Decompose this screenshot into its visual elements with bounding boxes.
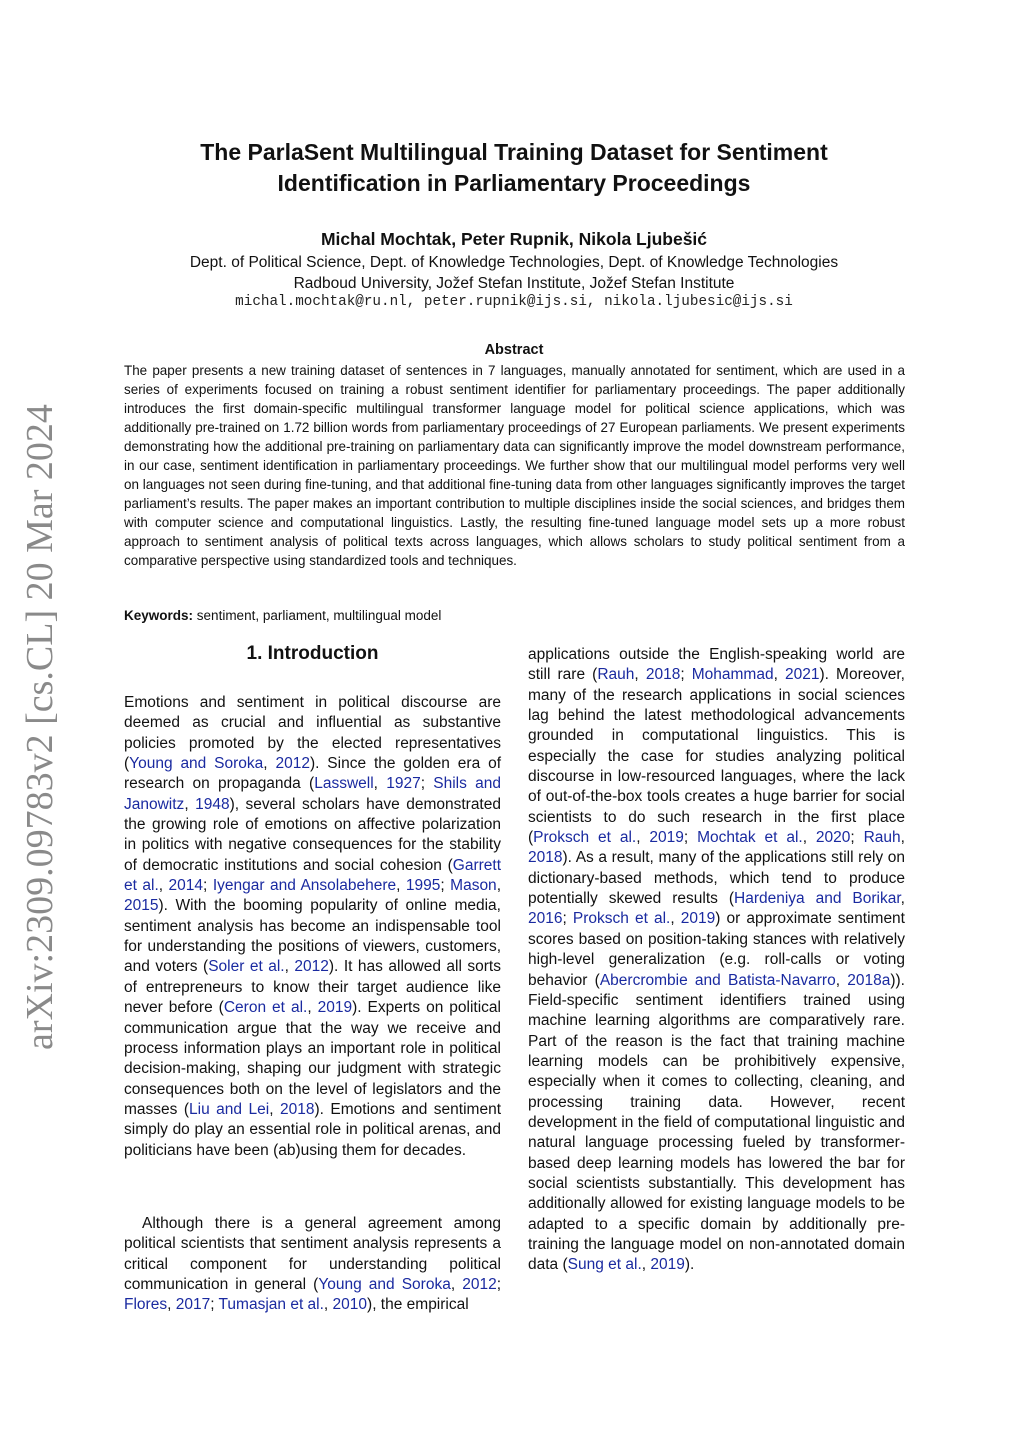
- paragraph-text-run: ,: [802, 829, 816, 847]
- keywords: [124, 608, 905, 623]
- citation-link[interactable]: 1948: [195, 795, 230, 813]
- citation-link[interactable]: Lasswell: [314, 775, 374, 793]
- citation-link[interactable]: Young and Soroka: [318, 1276, 451, 1294]
- keywords-value: sentiment, parliament, multilingual model: [196, 608, 442, 623]
- paper-title: [124, 137, 904, 199]
- citation-link[interactable]: 2015: [124, 897, 159, 915]
- affiliation-line-1: Dept. of Political Science, Dept. of Knowledge Technologies, Dept. of Knowledge Technologies: [189, 254, 839, 271]
- citation-link[interactable]: Mohammad: [691, 666, 774, 684]
- paragraph-text-run: ;: [680, 666, 692, 684]
- paragraph-text-run: ,: [184, 795, 196, 813]
- citation-link[interactable]: 2012: [294, 958, 329, 976]
- arxiv-identifier-stamp: arXiv:2309.09783v2 [cs.CL] 20 Mar 2024: [19, 404, 61, 1050]
- citation-link[interactable]: Soler et al.: [208, 958, 285, 976]
- citation-link[interactable]: 2010: [332, 1296, 368, 1314]
- paragraph-text-run: ). As a result, many of the applications still rely on dictionary-based methods, which tend to produce potentially skewed results (: [528, 849, 905, 908]
- paragraph-text-run: ;: [203, 877, 213, 895]
- paragraph-text-run: ,: [773, 666, 785, 684]
- paragraph-text-run: ). Emotions and sentiment simply do play an essential role in political arenas, and politicians have been (ab)using them for decades.: [124, 1100, 502, 1159]
- citation-link[interactable]: Liu and Lei: [189, 1100, 270, 1118]
- paragraph-text-run: ,: [167, 1296, 176, 1314]
- citation-link[interactable]: 2018: [645, 666, 681, 684]
- citation-link[interactable]: Rauh: [863, 829, 901, 847]
- citation-link[interactable]: Mochtak et al.: [697, 829, 803, 847]
- citation-link[interactable]: 2018: [528, 849, 563, 867]
- citation-link[interactable]: 2018: [279, 1100, 315, 1118]
- paragraph-text-run: ;: [210, 1296, 219, 1314]
- citation-link[interactable]: Proksch et al.: [533, 829, 637, 847]
- paragraph-text-run: ). It has allowed all sorts of entrepreneurs to know their target audience like never before (: [124, 958, 501, 1017]
- paragraph-text-run: ,: [263, 755, 276, 773]
- citation-link[interactable]: Garrett et al.: [124, 856, 501, 895]
- paragraph-text-run: ,: [396, 877, 406, 895]
- paragraph-text-run: ,: [636, 829, 650, 847]
- paragraph-text-run: Although there is a general agreement among political scientists that sentiment analysis represents a critical component for understanding political communication in general (: [124, 1215, 501, 1294]
- citation-link[interactable]: 2014: [168, 877, 204, 895]
- paragraph-text-run: ,: [670, 910, 681, 928]
- paragraph-text-run: ,: [900, 829, 905, 847]
- intro-paragraph-1: [124, 693, 501, 1161]
- paragraph-text-run: ,: [641, 1256, 651, 1274]
- paragraph-text-run: ,: [269, 1100, 280, 1118]
- paragraph-text-run: ,: [373, 775, 387, 793]
- citation-link[interactable]: Abercrombie and Batista-Navarro: [599, 971, 836, 989]
- citation-link[interactable]: Ceron et al.: [223, 999, 308, 1017]
- citation-link[interactable]: 2012: [462, 1276, 497, 1294]
- author-emails[interactable]: michal.mochtak@ru.nl, peter.rupnik@ijs.si, nikola.ljubesic@ijs.si: [235, 294, 793, 310]
- paragraph-text-run: )). Field-specific sentiment identifiers trained using machine learning algorithms are comparatively rare. Part of the reason is the fact that training machine learning models can be prohibitively expensive, especially when it comes to collecting, cleaning, and processing training data. However, recent development in the field of computational linguistic and natural language processing fueled by transformer-based deep learning models has lowered the bar for social scientists substantially. This development has additionally allowed for existing language models to be adapted to a specific domain by additionally pre-training the language model on non-annotated domain data (: [528, 971, 905, 1274]
- paragraph-text-run: ;: [850, 829, 864, 847]
- citation-link[interactable]: 2021: [785, 666, 820, 684]
- citation-link[interactable]: 1927: [386, 775, 421, 793]
- paragraph-text-run: ;: [440, 877, 451, 895]
- paragraph-text-run: ). Experts on political communication argue that the way we receive and process information plays an important role in political decision-making, shaping our judgment with strategic consequences both on the level of legislators and the masses (: [124, 999, 501, 1118]
- affiliation-line-2: Radboud University, Jožef Stefan Institute, Jožef Stefan Institute: [293, 275, 735, 292]
- citation-link[interactable]: 2019: [317, 999, 353, 1017]
- paragraph-text-run: ,: [323, 1296, 333, 1314]
- paragraph-text-run: ,: [835, 971, 848, 989]
- intro-paragraph-3: [528, 645, 905, 1276]
- paragraph-text-run: ,: [634, 666, 646, 684]
- citation-link[interactable]: 1995: [405, 877, 441, 895]
- paragraph-text-run: ,: [158, 877, 169, 895]
- paragraph-text-run: ). Since the golden era of research on propaganda (: [124, 755, 501, 793]
- citation-link[interactable]: Iyengar and Ansolabehere: [212, 877, 397, 895]
- abstract-text: The paper presents a new training dataset of sentences in 7 languages, manually annotated for sentiment, which are used in a series of experiments focused on training a robust sentiment identifier for parliamentary proceedings. The paper additionally introduces the first domain-specific multilingual transformer language model for political science applications, which was additionally pre-trained on 1.72 billion words from parliamentary proceedings of 27 European parliaments. We present experiments demonstrating how the additional pre-training on parliamentary data can significantly improve the model downstream performance, in our case, sentiment identification in parliamentary proceedings. We further show that our multilingual model performs very well on languages not seen during fine-tuning, and that additional fine-tuning data from other languages significantly improves the target parliament’s results. The paper makes an important contribution to multiple disciplines inside the social sciences, and bridges them with computer science and computational linguistics. Lastly, the resulting fine-tuned language model sets up a more robust approach to sentiment analysis of political texts across languages, which allows scholars to study political sentiment from a comparative perspective using standardized tools and techniques.: [124, 363, 905, 568]
- citation-link[interactable]: Hardeniya and Borikar: [734, 890, 901, 908]
- citation-link[interactable]: 2012: [275, 755, 310, 773]
- intro-paragraph-2: [124, 1214, 501, 1316]
- paragraph-text-run: ,: [284, 958, 295, 976]
- citation-link[interactable]: 2016: [528, 910, 563, 928]
- paragraph-text-run: ;: [496, 1276, 501, 1294]
- citation-link[interactable]: Rauh: [597, 666, 635, 684]
- paragraph-text-run: ;: [562, 910, 573, 928]
- paragraph-text-run: ,: [307, 999, 318, 1017]
- citation-link[interactable]: 2019: [649, 829, 684, 847]
- keywords-label: Keywords:: [124, 608, 194, 623]
- paragraph-text-run: ). Moreover, many of the research applications in social sciences lag behind the latest methodological advancements grounded in computational linguistics. This is especially the case for studies analyzing political discourse in low-resourced languages, where the lack of out-of-the-box tools creates a huge barrier for social scientists to do such research in the first place (: [528, 666, 905, 847]
- citation-link[interactable]: Flores: [124, 1296, 168, 1314]
- citation-link[interactable]: 2017: [175, 1296, 211, 1314]
- citation-link[interactable]: Shils and Janowitz: [124, 775, 501, 813]
- section-heading-introduction: 1. Introduction: [246, 643, 379, 664]
- paragraph-text-run: ). With the booming popularity of online media, sentiment analysis has become an indispensable tool for understanding the positions of viewers, customers, and voters (: [124, 897, 501, 976]
- citation-link[interactable]: 2019: [650, 1256, 685, 1274]
- affiliations: [124, 252, 904, 294]
- paper-title-line-2: Identification in Parliamentary Proceedings: [277, 170, 751, 196]
- paragraph-text-run: ).: [684, 1256, 695, 1274]
- citation-link[interactable]: 2018a: [847, 971, 891, 989]
- paper-title-line-1: The ParlaSent Multilingual Training Dataset for Sentiment: [200, 139, 828, 165]
- citation-link[interactable]: Young and Soroka: [129, 755, 264, 773]
- citation-link[interactable]: Sung et al.: [567, 1256, 642, 1274]
- paragraph-text-run: ) or approximate sentiment scores based on position-taking stances with relatively high-level generalization (e.g. roll-calls or voting behavior (: [528, 910, 905, 989]
- citation-link[interactable]: Tumasjan et al.: [218, 1296, 324, 1314]
- author-list: Michal Mochtak, Peter Rupnik, Nikola Ljubešić: [320, 229, 708, 249]
- citation-link[interactable]: 2019: [680, 910, 716, 928]
- paragraph-text-run: ;: [420, 775, 434, 793]
- paragraph-text-run: ,: [496, 877, 501, 895]
- paragraph-text-run: applications outside the English-speaking world are still rare (: [528, 646, 905, 684]
- paragraph-text-run: ), several scholars have demonstrated the growing role of emotions on affective polarization in politics with negative consequences for the stability of democratic institutions and social cohesion (: [124, 795, 501, 874]
- paragraph-text-run: Emotions and sentiment in political discourse are deemed as crucial and influential as substantive policies promoted by the elected representatives (: [124, 694, 501, 773]
- paragraph-text-run: ), the empirical: [367, 1296, 469, 1314]
- paragraph-text-run: ,: [900, 890, 905, 908]
- citation-link[interactable]: Mason: [450, 877, 497, 895]
- citation-link[interactable]: Proksch et al.: [572, 910, 671, 928]
- paragraph-text-run: ,: [450, 1276, 463, 1294]
- abstract-heading: Abstract: [484, 342, 544, 358]
- citation-link[interactable]: 2020: [815, 829, 851, 847]
- paragraph-text-run: ;: [683, 829, 698, 847]
